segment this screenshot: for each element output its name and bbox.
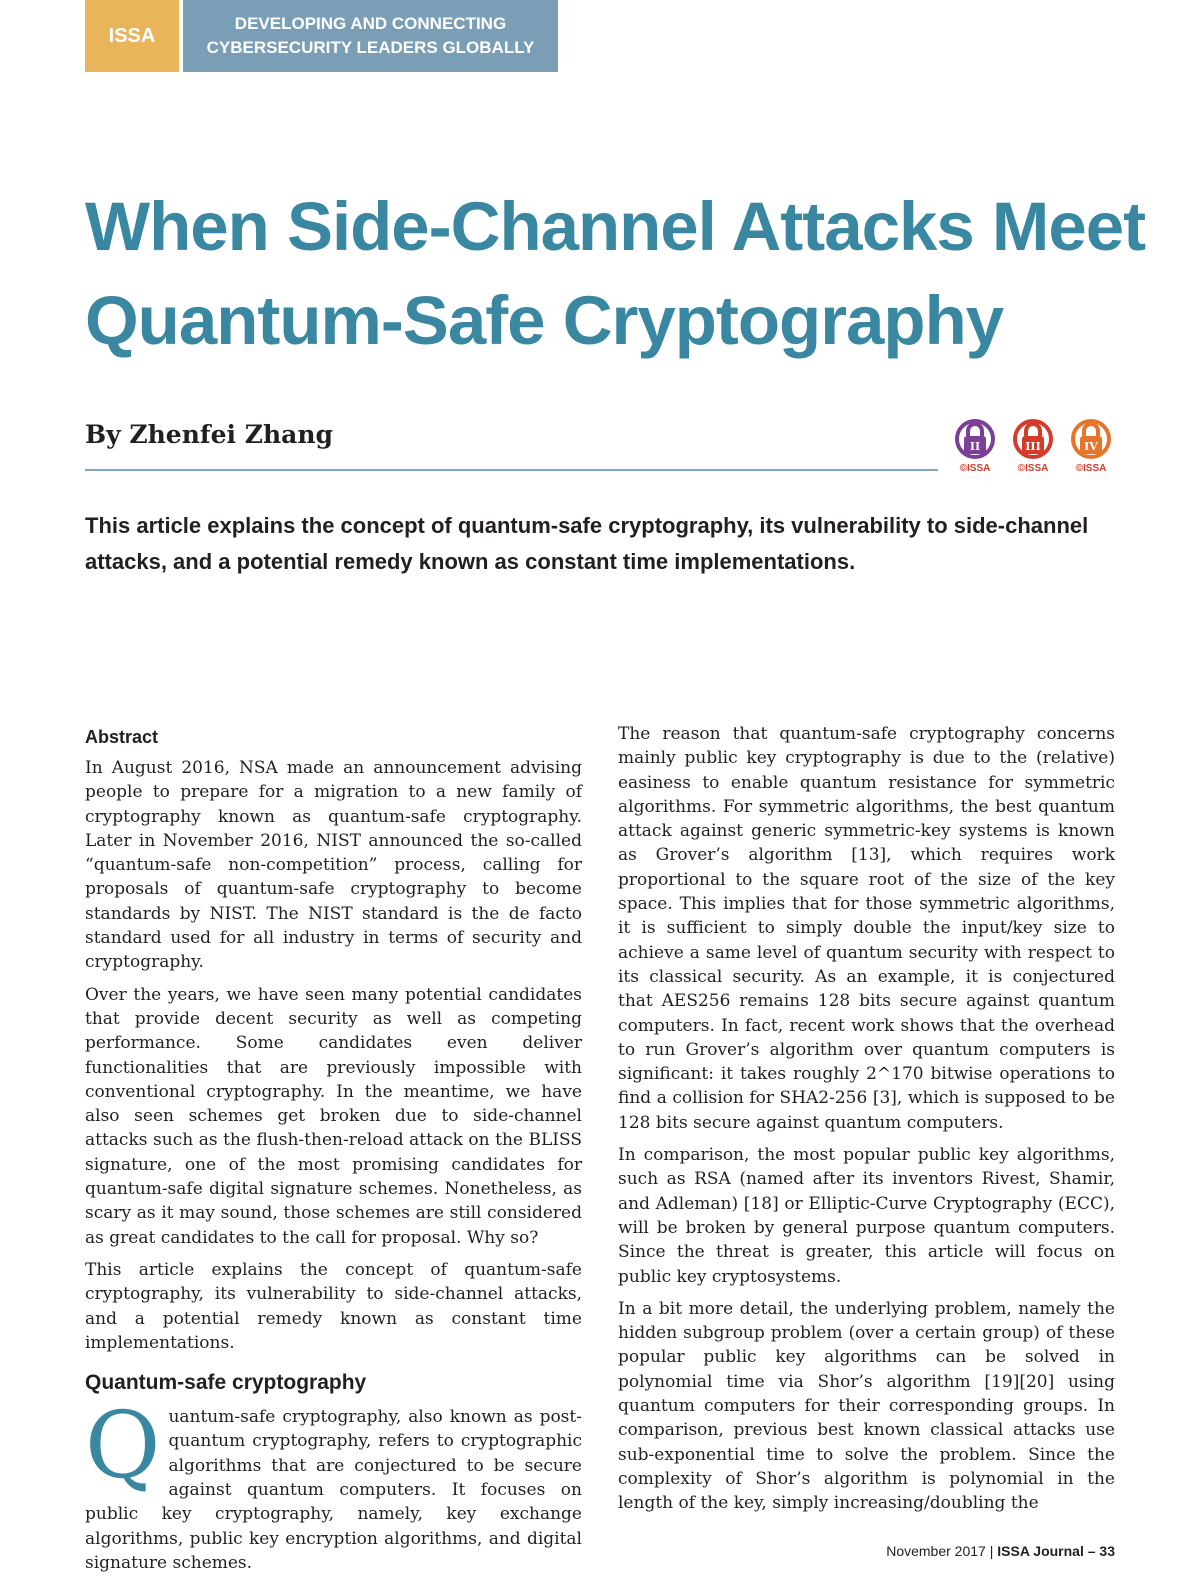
title-line-1: When Side-Channel Attacks Meet xyxy=(85,188,1146,265)
abstract-paragraph-1: In August 2016, NSA made an announcement advising people to prepare for a migration to a new family of cryptography known as quantum-safe cryptography. Later in November 2016, NIST announced the so-called “quantum-safe non-competition” process, calling for proposals of quantum-safe cryptography to become standards by NIST. The NIST standard is the de facto standard used for all industry in terms of security and cryptography. xyxy=(85,758,582,973)
drop-cap: Q xyxy=(85,1392,161,1500)
senior-org: ©ISSA xyxy=(1075,463,1107,474)
entry-level-badge xyxy=(950,412,1000,474)
article-deck: This article explains the concept of quantum-safe cryptography, its vulnerability to side-channel attacks, and a potential remedy known as constant time implementations. xyxy=(85,513,1089,574)
byline: By Zhenfei Zhang xyxy=(85,420,334,449)
section-paragraph-1-text: uantum-safe cryptography, also known as post-quantum cryptography, refers to cryptographic algorithms that are conjectured to be secure against quantum computers. It focuses on public key cryptography, namely, key exchange algorithms, public key encryption algorithms, and digital signature schemes. xyxy=(85,1407,582,1573)
page-footer xyxy=(886,1543,1115,1559)
right-paragraph-1: The reason that quantum-safe cryptography concerns mainly public key cryptography is due to the (relative) easiness to enable quantum resistance for symmetric algorithms. For symmetric algorithms, the best quantum attack against generic symmetric-key systems is known as Grover’s algorithm [13], which requires work proportional to the square root of the size of the key space. This implies that for those symmetric algorithms, it is sufficient to simply double the input/key size to achieve a same level of quantum security with respect to its classical security. As an example, it is conjectured that AES256 remains 128 bits secure against quantum computers. In fact, recent work shows that the overhead to run Grover’s algorithm over quantum computers is significant: it takes roughly 2^170 bitwise operations to find a collision for SHA2-256 [3], which is supposed to be 128 bits secure against quantum computers. xyxy=(618,724,1115,1133)
header-tagline xyxy=(183,0,558,72)
left-column xyxy=(85,722,582,1583)
entry-level-org: ©ISSA xyxy=(959,463,991,474)
abstract-heading: Abstract xyxy=(85,727,159,747)
tagline-line-1: DEVELOPING AND CONNECTING xyxy=(234,14,507,33)
footer-separator: | xyxy=(989,1543,994,1559)
article-title xyxy=(85,180,1145,368)
senior-numeral: IV xyxy=(1084,440,1098,453)
senior-lock-icon xyxy=(1066,412,1116,462)
tagline-line-2: CYBERSECURITY LEADERS GLOBALLY xyxy=(206,38,535,57)
mid-career-org: ©ISSA xyxy=(1017,463,1049,474)
issa-label: ISSA xyxy=(108,24,156,47)
footer-journal-page: ISSA Journal – 33 xyxy=(997,1543,1115,1559)
mid-career-lock-icon xyxy=(1008,412,1058,462)
career-level-badges xyxy=(950,412,1120,474)
senior-badge xyxy=(1066,412,1116,474)
right-paragraph-2: In comparison, the most popular public key algorithms, such as RSA (named after its inventors Rivest, Shamir, and Adleman) [18] or Elliptic-Curve Cryptography (ECC), will be broken by general purpose quantum computers. Since the threat is greater, this article will focus on public key cryptosystems. xyxy=(618,1145,1115,1287)
entry-level-lock-icon xyxy=(950,412,1000,462)
right-column xyxy=(618,722,1115,1524)
mid-career-numeral: III xyxy=(1025,440,1041,453)
footer-date: November 2017 xyxy=(886,1543,986,1559)
entry-level-numeral: II xyxy=(969,440,981,453)
issa-logo-tab xyxy=(85,0,179,72)
byline-divider xyxy=(85,469,938,471)
section-heading: Quantum-safe cryptography xyxy=(85,1371,367,1395)
mid-career-badge xyxy=(1008,412,1058,474)
abstract-paragraph-3: This article explains the concept of quantum-safe cryptography, its vulnerability to side-channel attacks, and a potential remedy known as constant time implementations. xyxy=(85,1259,582,1353)
title-line-2: Quantum-Safe Cryptography xyxy=(85,282,1004,359)
abstract-paragraph-2: Over the years, we have seen many potential candidates that provide decent security as well as competing performance. Some candidates even deliver functionalities that are previously impossible with conventional cryptography. In the meantime, we have also seen schemes get broken due to side-channel attacks such as the flush-then-reload attack on the BLISS signature, one of the most promising candidates for quantum-safe digital signature schemes. Nonetheless, as scary as it may sound, those schemes are still considered as great candidates to the call for proposal. Why so? xyxy=(85,984,582,1248)
right-paragraph-3: In a bit more detail, the underlying problem, namely the hidden subgroup problem (over a certain group) of these popular public key algorithms can be solved in polynomial time via Shor’s algorithm [19][20] using quantum computers for their corresponding groups. In comparison, previous best known classical attacks use sub-exponential time to solve the problem. Since the complexity of Shor’s algorithm is polynomial in the length of the key, simply increasing/doubling the xyxy=(618,1298,1115,1514)
section-paragraph-1 xyxy=(85,1392,582,1575)
